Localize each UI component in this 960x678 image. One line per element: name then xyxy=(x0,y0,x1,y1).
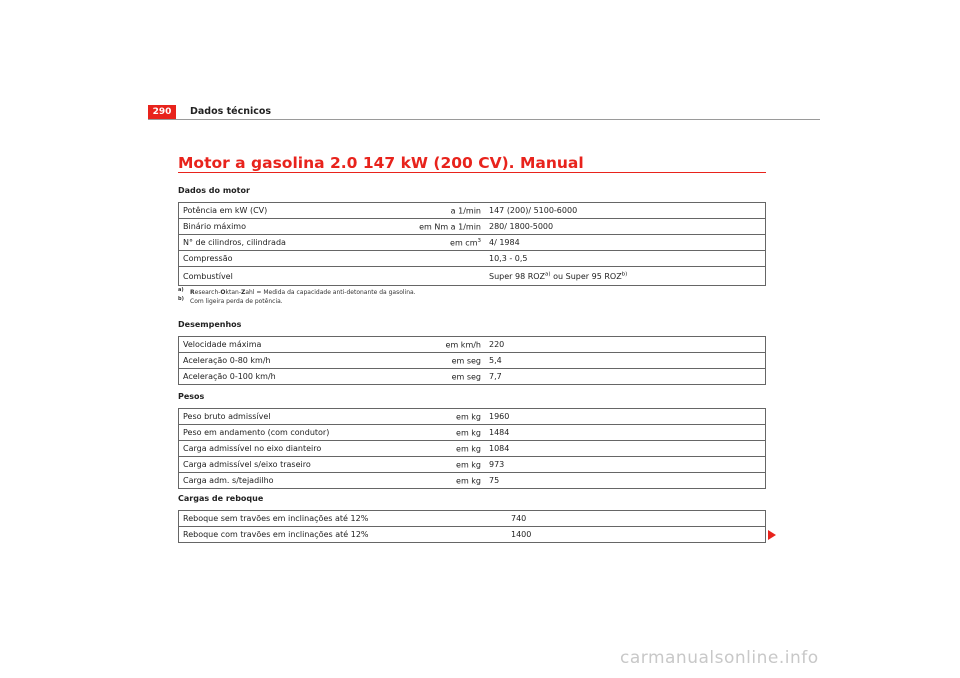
row-label: N° de cilindros, cilindrada xyxy=(183,238,286,247)
table-row xyxy=(179,527,766,543)
page-number: 290 xyxy=(148,105,176,119)
footnote-ref-b: b) xyxy=(621,270,628,277)
row-label: Compressão xyxy=(183,254,233,263)
section-heading-pesos: Pesos xyxy=(178,392,205,401)
table-row xyxy=(179,511,766,527)
unit-superscript: 3 xyxy=(477,237,481,244)
performance-table xyxy=(178,336,766,385)
row-value: 740 xyxy=(507,511,766,527)
towing-table xyxy=(178,510,766,543)
row-value: 147 (200)/ 5100-6000 xyxy=(485,203,766,219)
table-row xyxy=(179,353,766,369)
section-heading-motor: Dados do motor xyxy=(178,186,250,195)
row-unit: em seg xyxy=(451,372,481,381)
table-row xyxy=(179,441,766,457)
row-value: 10,3 - 0,5 xyxy=(485,251,766,267)
row-value: 1400 xyxy=(507,527,766,543)
row-value: 1960 xyxy=(485,409,766,425)
table-row xyxy=(179,425,766,441)
footnote-mark: a) xyxy=(178,287,184,293)
row-value: 280/ 1800-5000 xyxy=(485,219,766,235)
table-row xyxy=(179,267,766,286)
row-unit: em kg xyxy=(456,476,481,485)
weights-table xyxy=(178,408,766,489)
table-row xyxy=(179,251,766,267)
row-label: Reboque com travões em inclinações até 12% xyxy=(179,527,508,543)
row-unit: em seg xyxy=(451,356,481,365)
table-row xyxy=(179,203,766,219)
footnote-b: b) Com ligeira perda de potência. xyxy=(178,296,283,305)
row-label: Binário máximo xyxy=(183,222,246,231)
row-value: 7,7 xyxy=(485,369,766,385)
row-label: Aceleração 0-80 km/h xyxy=(183,356,271,365)
row-unit: em km/h xyxy=(445,340,481,349)
row-label: Combustível xyxy=(183,271,233,281)
row-label: Carga admissível s/eixo traseiro xyxy=(183,460,311,469)
next-page-arrow-icon[interactable] xyxy=(768,530,776,540)
row-unit: em kg xyxy=(456,412,481,421)
row-label: Velocidade máxima xyxy=(183,340,262,349)
row-label: Peso bruto admissível xyxy=(183,412,271,421)
footnote-ref-a: a) xyxy=(545,270,551,277)
table-row xyxy=(179,473,766,489)
fuel-value-b: ou Super 95 ROZ xyxy=(550,271,622,281)
row-label: Carga admissível no eixo dianteiro xyxy=(183,444,322,453)
running-header: Dados técnicos xyxy=(190,106,272,117)
footnote-a: a) Research-Oktan-Zahl = Medida da capacidade anti-detonante da gasolina. xyxy=(178,287,416,296)
row-value xyxy=(485,267,766,286)
row-value: 220 xyxy=(485,337,766,353)
table-row xyxy=(179,409,766,425)
table-row xyxy=(179,457,766,473)
page-title: Motor a gasolina 2.0 147 kW (200 CV). Manual xyxy=(178,154,584,172)
section-heading-desempenhos: Desempenhos xyxy=(178,320,242,329)
row-unit: em kg xyxy=(456,460,481,469)
row-label: Carga adm. s/tejadilho xyxy=(183,476,274,485)
row-unit: em Nm a 1/min xyxy=(419,222,481,231)
table-row xyxy=(179,219,766,235)
row-unit: a 1/min xyxy=(450,206,481,215)
unit-text: em cm xyxy=(450,238,478,247)
row-value: 973 xyxy=(485,457,766,473)
title-divider xyxy=(178,172,766,173)
row-value: 4/ 1984 xyxy=(485,235,766,251)
footnote-mark: b) xyxy=(178,296,184,302)
row-unit xyxy=(450,238,481,247)
header-divider xyxy=(148,119,820,120)
row-label: Aceleração 0-100 km/h xyxy=(183,372,276,381)
row-unit: em kg xyxy=(456,444,481,453)
table-row xyxy=(179,369,766,385)
fuel-value-a: Super 98 ROZ xyxy=(489,271,546,281)
row-value: 1484 xyxy=(485,425,766,441)
row-value: 75 xyxy=(485,473,766,489)
watermark: carmanualsonline.info xyxy=(620,648,819,668)
table-row xyxy=(179,337,766,353)
row-label: Potência em kW (CV) xyxy=(183,206,268,215)
row-value: 1084 xyxy=(485,441,766,457)
row-label: Reboque sem travões em inclinações até 12% xyxy=(179,511,508,527)
row-value: 5,4 xyxy=(485,353,766,369)
row-unit: em kg xyxy=(456,428,481,437)
table-row xyxy=(179,235,766,251)
footnotes xyxy=(178,288,416,306)
row-label: Peso em andamento (com condutor) xyxy=(183,428,330,437)
motor-data-table xyxy=(178,202,766,286)
section-heading-reboque: Cargas de reboque xyxy=(178,494,264,503)
